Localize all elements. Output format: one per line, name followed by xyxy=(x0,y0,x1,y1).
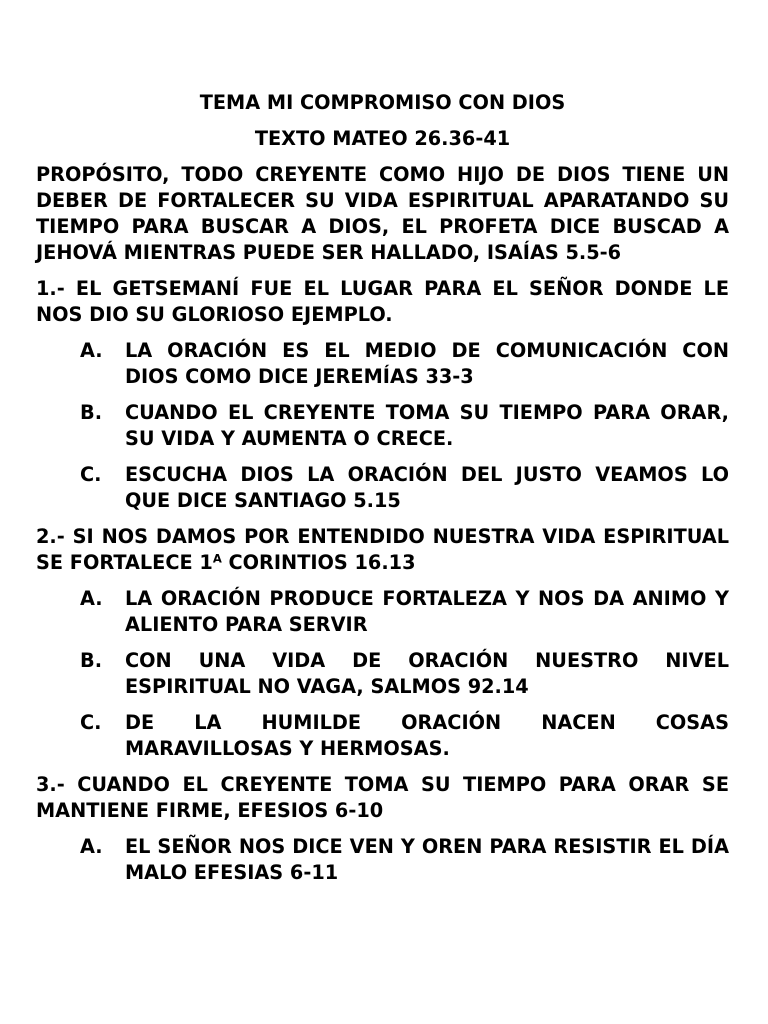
list-item xyxy=(36,834,729,886)
section-2-list xyxy=(36,586,729,762)
list-item-text: LA ORACIÓN PRODUCE FORTALEZA Y NOS DA ANIMO Y ALIENTO PARA SERVIR xyxy=(125,587,729,636)
section-3-heading: 3.- CUANDO EL CREYENTE TOMA SU TIEMPO PARA ORAR SE MANTIENE FIRME, EFESIOS 6-10 xyxy=(36,773,729,822)
purpose-paragraph: PROPÓSITO, TODO CREYENTE COMO HIJO DE DIOS TIENE UN DEBER DE FORTALECER SU VIDA ESPIRITUAL APARATANDO SU TIEMPO PARA BUSCAR A DIOS, EL PROFETA DICE BUSCAD A JEHOVÁ MIENTRAS PUEDE SER HALLADO, ISAÍAS 5.5-6 xyxy=(36,163,729,264)
list-item-text: CON UNA VIDA DE ORACIÓN NUESTRO NIVEL ESPIRITUAL NO VAGA, SALMOS 92.14 xyxy=(125,649,729,698)
list-marker: C. xyxy=(80,711,102,734)
list-item xyxy=(36,586,729,638)
list-item xyxy=(36,338,729,390)
section-1-heading: 1.- EL GETSEMANÍ FUE EL LUGAR PARA EL SEÑOR DONDE LE NOS DIO SU GLORIOSO EJEMPLO. xyxy=(36,277,729,326)
list-marker: B. xyxy=(80,649,103,672)
list-marker: C. xyxy=(80,463,102,486)
list-item xyxy=(36,462,729,514)
ordinal-superscript: A xyxy=(212,551,222,566)
list-marker: A. xyxy=(80,339,103,362)
section-2-heading-ref: CORINTIOS 16.13 xyxy=(221,551,416,574)
list-item xyxy=(36,710,729,762)
document-title: TEMA MI COMPROMISO CON DIOS xyxy=(199,91,566,114)
list-item-text: ESCUCHA DIOS LA ORACIÓN DEL JUSTO VEAMOS LO QUE DICE SANTIAGO 5.15 xyxy=(125,463,729,512)
list-item-text: CUANDO EL CREYENTE TOMA SU TIEMPO PARA ORAR, SU VIDA Y AUMENTA O CRECE. xyxy=(125,401,729,450)
list-item-text: EL SEÑOR NOS DICE VEN Y OREN PARA RESISTIR EL DÍA MALO EFESIAS 6-11 xyxy=(125,835,729,884)
list-item-text: LA ORACIÓN ES EL MEDIO DE COMUNICACIÓN CON DIOS COMO DICE JEREMÍAS 33-3 xyxy=(125,339,729,388)
document-page xyxy=(36,90,729,896)
list-marker: A. xyxy=(80,587,103,610)
text-reference: TEXTO MATEO 26.36-41 xyxy=(254,127,511,150)
list-item xyxy=(36,400,729,452)
list-marker: A. xyxy=(80,835,103,858)
section-1-list xyxy=(36,338,729,514)
section-2-heading xyxy=(36,524,729,576)
list-marker: B. xyxy=(80,401,103,424)
section-2-heading-text: 2.- SI NOS DAMOS POR ENTENDIDO NUESTRA VIDA ESPIRITUAL SE FORTALECE 1 xyxy=(36,525,729,574)
list-item xyxy=(36,648,729,700)
section-3-list xyxy=(36,834,729,886)
list-item-text: DE LA HUMILDE ORACIÓN NACEN COSAS MARAVILLOSAS Y HERMOSAS. xyxy=(125,711,729,760)
